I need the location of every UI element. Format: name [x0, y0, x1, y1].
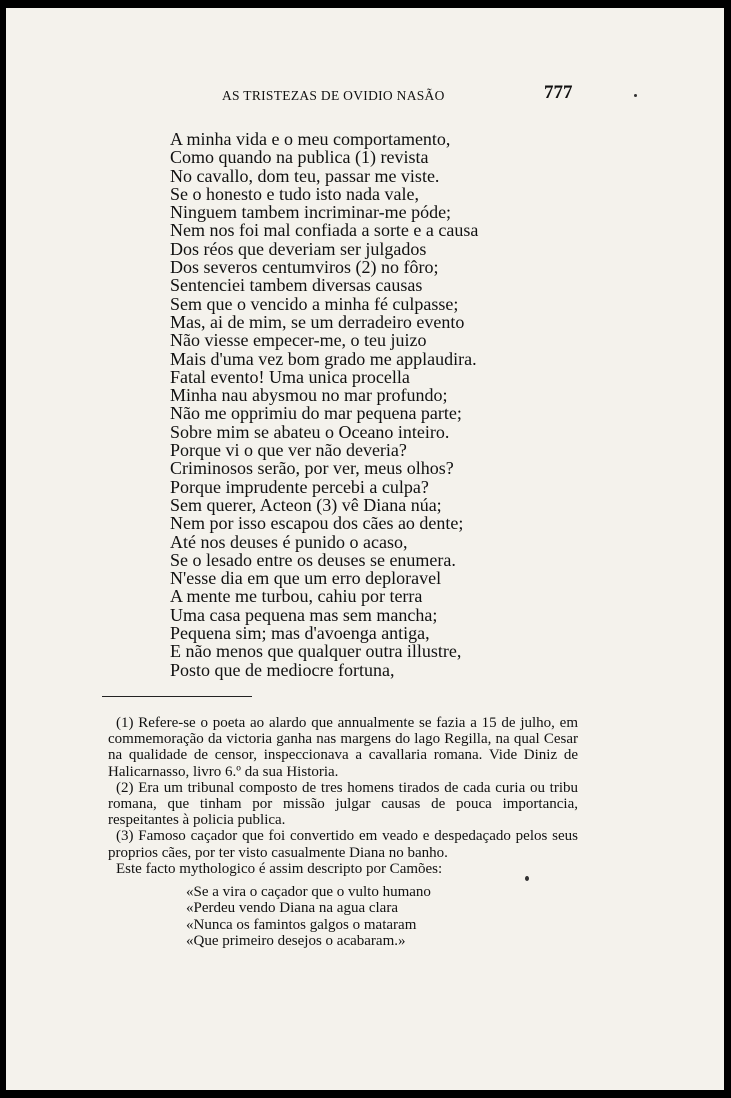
poem-line: Ninguem tambem incriminar-me póde; — [170, 202, 452, 223]
poem-line: Se o honesto e tudo isto nada vale, — [170, 183, 419, 204]
camoes-intro: Este facto mythologico é assim descripto por Camões: — [116, 860, 443, 877]
poem-line: A minha vida e o meu comportamento, — [170, 129, 451, 149]
poem-line: Não me opprimiu do mar pequena parte; — [170, 403, 462, 424]
quote-line: «Nunca os famintos galgos o mataram — [186, 916, 417, 933]
poem-line: Não viesse empecer-me, o teu juizo — [170, 330, 427, 351]
poem-line: Porque imprudente percebi a culpa? — [170, 476, 429, 497]
print-speck — [525, 876, 529, 881]
print-speck — [634, 94, 637, 97]
quote-line: «Perdeu vendo Diana na agua clara — [186, 900, 398, 917]
poem-line: Uma casa pequena mas sem mancha; — [170, 604, 438, 625]
poem-line: Pequena sim; mas d'avoenga antiga, — [170, 623, 430, 644]
running-header-title: AS TRISTEZAS DE OVIDIO NASÃO — [222, 88, 445, 103]
page-number: 777 — [544, 82, 573, 103]
camoes-quote — [186, 884, 431, 949]
poem-line: Mas, ai de mim, se um derradeiro evento — [170, 311, 465, 332]
poem-line: E não menos que qualquer outra illustre, — [170, 641, 462, 662]
poem-line: Sem que o vencido a minha fé culpasse; — [170, 293, 459, 314]
poem-line: Nem nos foi mal confiada a sorte e a causa — [170, 220, 479, 241]
poem-line: Dos severos centumviros (2) no fôro; — [170, 257, 439, 278]
poem-line: Sobre mim se abateu o Oceano inteiro. — [170, 421, 450, 442]
poem-line: Se o lesado entre os deuses se enumera. — [170, 549, 456, 570]
poem-line: Minha nau abysmou no mar profundo; — [170, 385, 448, 406]
poem-line: Criminosos serão, por ver, meus olhos? — [170, 458, 454, 479]
footnote-divider — [102, 696, 252, 697]
poem-line: Como quando na publica (1) revista — [170, 147, 429, 168]
poem-line: Até nos deuses é punido o acaso, — [170, 531, 408, 552]
poem-line: No cavallo, dom teu, passar me viste. — [170, 165, 440, 186]
footnote-3: (3) Famoso caçador que foi convertido em veado e despedaçado pelos seus proprios cães, por ter visto casualmente Diana no banho. — [108, 828, 578, 861]
quote-line: «Que primeiro desejos o acabaram.» — [186, 932, 406, 949]
footnote-2: (2) Era um tribunal composto de tres homens tirados de cada curia ou tribu romana, que tinham por missão julgar causas de pouca importancia, respeitantes à policia publica. — [108, 779, 578, 829]
poem-line: Dos réos que deveriam ser julgados — [170, 238, 427, 259]
poem-line: Sentenciei tambem diversas causas — [170, 275, 423, 296]
poem-line: Porque vi o que ver não deveria? — [170, 440, 407, 461]
poem-line: Nem por isso escapou dos cães ao dente; — [170, 513, 464, 534]
footnote-1: (1) Refere-se o poeta ao alardo que annualmente se fazia a 15 de julho, em commemoração da victoria ganha nas margens do lago Regilla, na qual Cesar na qualidade de censor, inspeccionava a cavallaria romana. Vide Diniz de Halicarnasso, livro 6.º da sua Historia. — [108, 715, 578, 780]
poem-line: Posto que de mediocre fortuna, — [170, 659, 395, 680]
poem-line: Sem querer, Acteon (3) vê Diana núa; — [170, 494, 442, 515]
poem-line: Mais d'uma vez bom grado me applaudira. — [170, 348, 477, 369]
poem-line: A mente me turbou, cahiu por terra — [170, 586, 423, 607]
footnotes — [108, 715, 578, 877]
book-page — [6, 8, 724, 1090]
poem-line: Fatal evento! Uma unica procella — [170, 366, 410, 387]
poem-body — [170, 130, 570, 679]
poem-line: N'esse dia em que um erro deploravel — [170, 568, 442, 589]
quote-line: «Se a vira o caçador que o vulto humano — [186, 884, 431, 900]
